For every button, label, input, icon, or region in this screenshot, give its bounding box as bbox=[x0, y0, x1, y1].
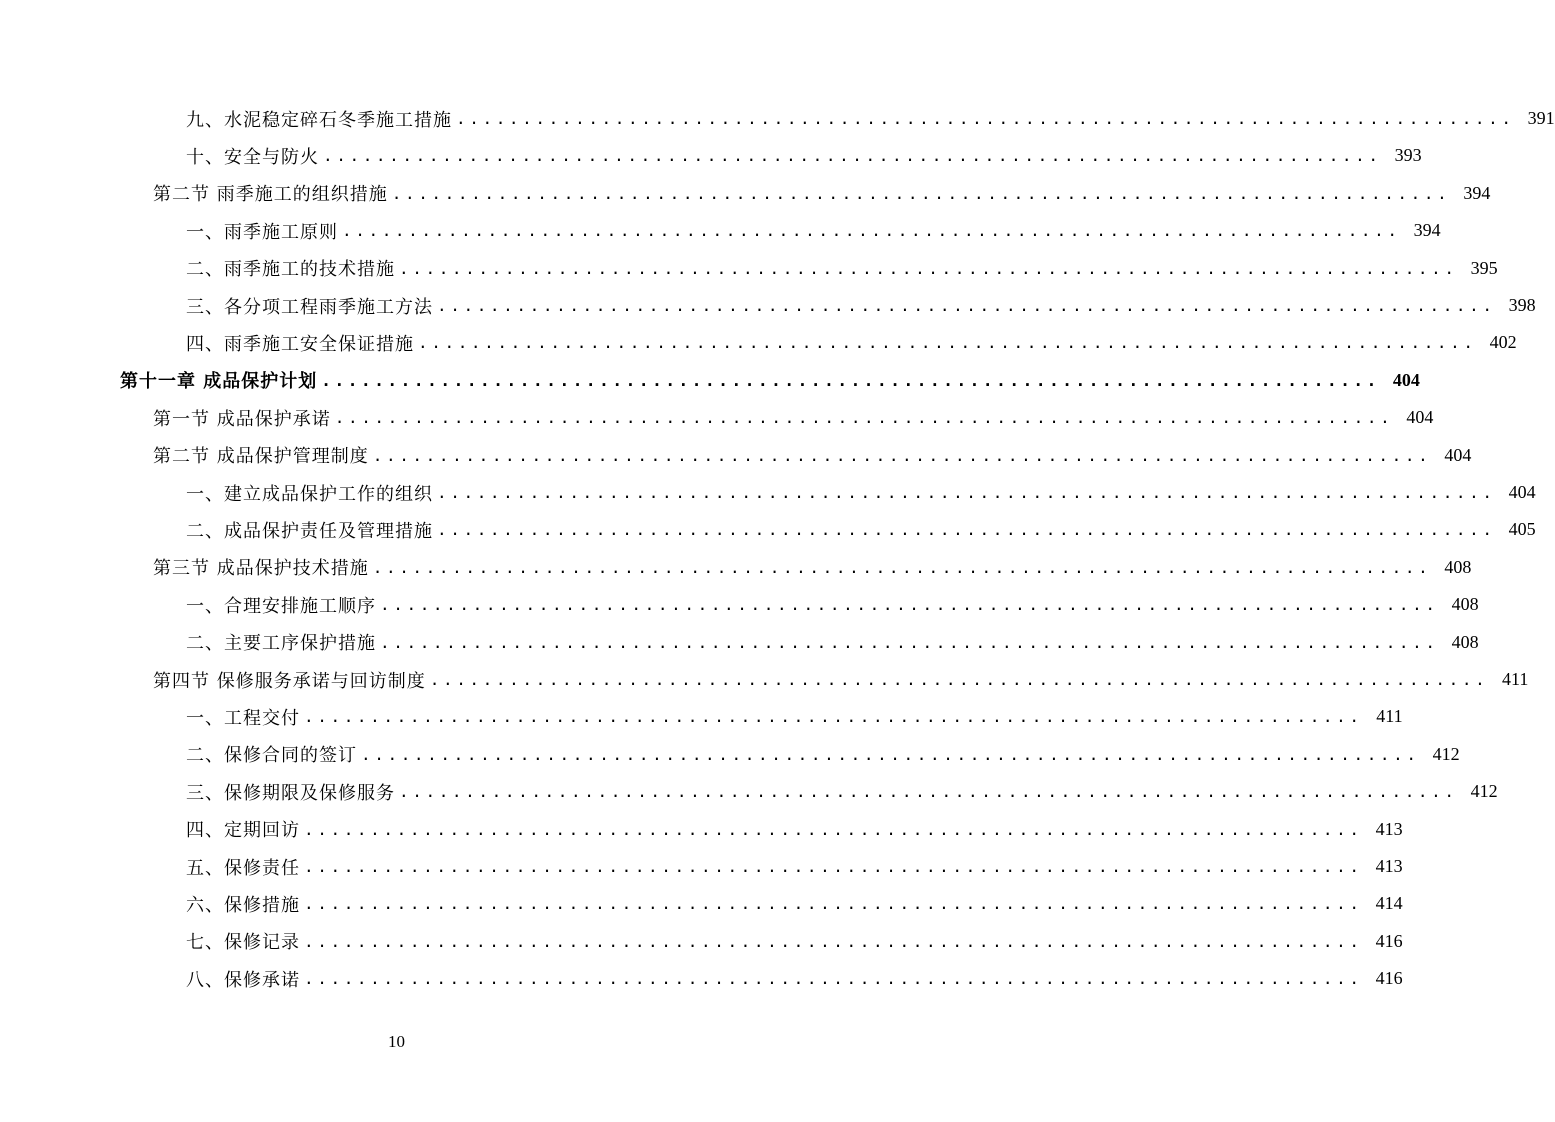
toc-entry[interactable] bbox=[186, 511, 1536, 548]
toc-entry-page: 413 bbox=[1375, 818, 1403, 839]
toc-entry[interactable] bbox=[186, 960, 1403, 997]
toc-entry-page: 413 bbox=[1375, 856, 1403, 876]
toc-entry-title: 第四节 保修服务承诺与回访制度 bbox=[153, 670, 426, 692]
toc-entry-page: 402 bbox=[1489, 332, 1517, 353]
toc-dot-leader: ................................................................................ bbox=[399, 782, 1458, 802]
toc-entry[interactable] bbox=[153, 175, 1491, 212]
toc-dot-leader: ................................................................................ bbox=[304, 857, 1363, 876]
toc-entry[interactable] bbox=[186, 250, 1498, 287]
toc-entry[interactable] bbox=[186, 736, 1460, 773]
toc-entry-title: 八、保修承诺 bbox=[186, 969, 300, 991]
page-number: 10 bbox=[388, 1032, 405, 1051]
toc-entry-page: 408 bbox=[1451, 594, 1479, 615]
toc-entry-page: 391 bbox=[1527, 108, 1555, 128]
toc-entry[interactable] bbox=[120, 362, 1420, 399]
toc-entry-title: 一、建立成品保护工作的组织 bbox=[186, 483, 433, 505]
toc-entry[interactable] bbox=[186, 923, 1403, 960]
toc-entry-page: 411 bbox=[1502, 669, 1529, 689]
toc-entry[interactable] bbox=[186, 698, 1403, 735]
toc-entry-page: 408 bbox=[1451, 631, 1479, 652]
toc-entry-title: 一、雨季施工原则 bbox=[186, 221, 338, 243]
toc-dot-leader: ................................................................................ bbox=[437, 483, 1496, 502]
toc-entry[interactable] bbox=[153, 437, 1472, 474]
toc-entry-title: 第二节 雨季施工的组织措施 bbox=[153, 184, 388, 206]
toc-entry-page: 416 bbox=[1375, 930, 1403, 951]
toc-dot-leader: ................................................................................ bbox=[380, 632, 1439, 652]
toc-entry-page: 412 bbox=[1432, 743, 1460, 764]
toc-entry-title: 六、保修措施 bbox=[186, 894, 300, 916]
toc-entry-page: 414 bbox=[1375, 893, 1403, 914]
toc-entry-title: 五、保修责任 bbox=[186, 857, 300, 879]
toc-dot-leader: ................................................................................ bbox=[456, 109, 1515, 128]
toc-dot-leader: ................................................................................ bbox=[342, 221, 1401, 241]
toc-dot-leader: ................................................................................ bbox=[321, 370, 1380, 390]
toc-entry-page: 411 bbox=[1376, 706, 1403, 727]
toc-entry-page: 395 bbox=[1470, 257, 1498, 278]
toc-entry-page: 404 bbox=[1444, 444, 1472, 465]
toc-dot-leader: ................................................................................ bbox=[334, 408, 1394, 428]
toc-dot-leader: ................................................................................ bbox=[437, 520, 1496, 540]
toc-dot-leader: ................................................................................ bbox=[437, 296, 1496, 315]
toc-entry-title: 四、定期回访 bbox=[186, 820, 300, 842]
toc-entry-title: 第一节 成品保护承诺 bbox=[153, 408, 331, 430]
toc-entry[interactable] bbox=[186, 885, 1403, 922]
toc-dot-leader: ................................................................................ bbox=[304, 931, 1363, 951]
toc-dot-leader: ................................................................................ bbox=[304, 819, 1363, 839]
toc-dot-leader: ................................................................................ bbox=[304, 894, 1363, 914]
toc-entry-title: 三、各分项工程雨季施工方法 bbox=[186, 296, 433, 318]
toc-entry-title: 十、安全与防火 bbox=[186, 146, 319, 168]
toc-entry-title: 一、工程交付 bbox=[186, 707, 300, 729]
toc-entry[interactable] bbox=[186, 773, 1498, 810]
toc-dot-leader: ................................................................................ bbox=[380, 595, 1439, 615]
toc-entry[interactable] bbox=[186, 100, 1555, 137]
toc-entry[interactable] bbox=[186, 212, 1441, 249]
toc-entry[interactable] bbox=[186, 137, 1422, 174]
toc-dot-leader: ................................................................................ bbox=[391, 183, 1451, 203]
toc-dot-leader: ................................................................................ bbox=[304, 707, 1363, 727]
toc-entry-page: 408 bbox=[1444, 556, 1472, 577]
toc-entry-page: 405 bbox=[1508, 519, 1536, 540]
toc-dot-leader: ................................................................................ bbox=[323, 146, 1382, 166]
toc-dot-leader: ................................................................................ bbox=[399, 258, 1458, 278]
toc-entry[interactable] bbox=[153, 399, 1434, 436]
toc-entry-page: 394 bbox=[1413, 220, 1441, 241]
toc-entry-page: 412 bbox=[1470, 781, 1498, 802]
toc-entry[interactable] bbox=[186, 324, 1517, 361]
toc-dot-leader: ................................................................................ bbox=[361, 744, 1420, 764]
toc-entry-title: 第三节 成品保护技术措施 bbox=[153, 558, 369, 580]
toc-entry-title: 三、保修期限及保修服务 bbox=[186, 782, 395, 804]
toc-entry-title: 二、成品保护责任及管理措施 bbox=[186, 520, 433, 542]
toc-dot-leader: ................................................................................ bbox=[418, 333, 1477, 353]
toc-entry[interactable] bbox=[153, 661, 1529, 698]
toc-entry-page: 416 bbox=[1375, 968, 1403, 989]
toc-entry-title: 七、保修记录 bbox=[186, 932, 300, 954]
toc-entry-title: 二、雨季施工的技术措施 bbox=[186, 259, 395, 281]
toc-entry-title: 九、水泥稳定碎石冬季施工措施 bbox=[186, 109, 452, 131]
toc-dot-leader: ................................................................................ bbox=[429, 670, 1489, 689]
toc-entry[interactable] bbox=[186, 287, 1536, 324]
toc-entry-title: 第十一章 成品保护计划 bbox=[120, 371, 318, 393]
toc-entry[interactable] bbox=[153, 549, 1472, 586]
toc-dot-leader: ................................................................................ bbox=[372, 557, 1432, 577]
toc-entry[interactable] bbox=[186, 586, 1479, 623]
toc-entry-page: 398 bbox=[1508, 295, 1536, 315]
toc-entry[interactable] bbox=[186, 811, 1403, 848]
toc-entry-title: 二、主要工序保护措施 bbox=[186, 633, 376, 655]
toc-entry[interactable] bbox=[186, 474, 1536, 511]
toc-entry[interactable] bbox=[186, 624, 1479, 661]
toc-entry-page: 404 bbox=[1406, 407, 1434, 428]
toc-dot-leader: ................................................................................ bbox=[304, 969, 1363, 989]
toc-entry-title: 二、保修合同的签订 bbox=[186, 745, 357, 767]
toc-entry-page: 404 bbox=[1392, 369, 1420, 390]
toc-entry-title: 第二节 成品保护管理制度 bbox=[153, 446, 369, 468]
toc-entry-title: 一、合理安排施工顺序 bbox=[186, 595, 376, 617]
toc-entry-page: 404 bbox=[1508, 482, 1536, 502]
toc-entry-page: 393 bbox=[1394, 145, 1422, 166]
toc-entry-page: 394 bbox=[1463, 182, 1491, 203]
toc-entry[interactable] bbox=[186, 848, 1403, 885]
toc-entry-title: 四、雨季施工安全保证措施 bbox=[186, 333, 414, 355]
toc-dot-leader: ................................................................................ bbox=[372, 445, 1432, 465]
